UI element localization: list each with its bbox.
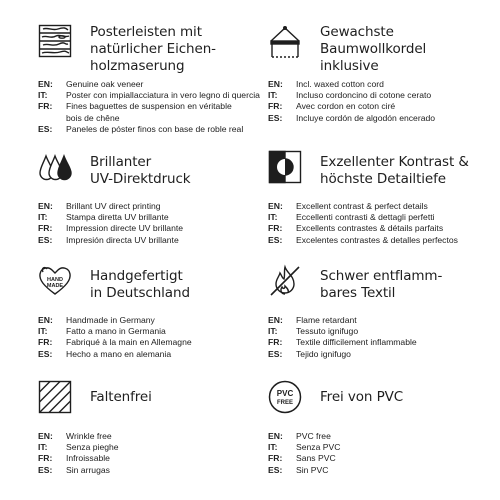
wrinkle-free-icon: [38, 380, 72, 414]
lang-text: Infroissable: [66, 453, 110, 464]
lang-row-en: [268, 431, 340, 442]
lang-text: Sin arrugas: [66, 464, 110, 475]
lang-text: PVC free: [296, 431, 331, 441]
lang-text: Fatto a mano in Germania: [66, 326, 166, 337]
feature-title-line: Gewachste: [320, 24, 394, 40]
lang-text: Flame retardant: [296, 315, 357, 325]
lang-code: ES:: [268, 234, 283, 245]
lang-text: Tejido ignifugo: [296, 348, 351, 359]
lang-row-it: [38, 442, 119, 453]
lang-row-en: [268, 79, 435, 90]
lang-row-fr: [268, 223, 458, 234]
feature-flame: [268, 264, 498, 359]
feature-contrast: [268, 150, 498, 245]
lang-row-en: [268, 201, 458, 212]
lang-text: Avec cordon en coton ciré: [296, 101, 396, 112]
lang-code: EN:: [38, 79, 53, 89]
hanging-cord-icon: [268, 24, 302, 58]
lang-row-es: [268, 235, 458, 246]
lang-row-en: [268, 315, 417, 326]
lang-text: Impresión directa UV brillante: [66, 234, 179, 245]
feature-title-line: Frei von PVC: [320, 389, 404, 405]
feature-title-line: Baumwollkordel: [320, 41, 427, 57]
icon-label: HAND: [47, 277, 63, 283]
lang-code: ES:: [268, 464, 283, 475]
lang-row-es: [38, 235, 183, 246]
feature-cord: [268, 24, 498, 123]
lang-text: Sin PVC: [296, 464, 329, 475]
lang-code: FR:: [268, 223, 283, 234]
lang-code: IT:: [38, 90, 48, 101]
lang-row-it: [38, 326, 192, 337]
lang-text: Fabriqué à la main en Allemagne: [66, 337, 192, 348]
lang-code: IT:: [268, 90, 278, 101]
lang-code: FR:: [38, 223, 53, 234]
lang-row-es: [38, 465, 119, 476]
icon-label: PVC: [276, 389, 294, 398]
lang-row-fr: [268, 453, 340, 464]
lang-row-it: [268, 326, 417, 337]
lang-row-es: [268, 349, 417, 360]
lang-text: Poster con impiallacciatura in vero legno di quercia: [66, 90, 260, 101]
lang-text: Incluso cordoncino di cotone cerato: [296, 90, 432, 101]
lang-text: Incl. waxed cotton cord: [296, 79, 384, 89]
lang-row-en: [38, 315, 192, 326]
lang-code: EN:: [268, 201, 283, 211]
lang-text: Excellents contrastes & détails parfaits: [296, 223, 444, 234]
contrast-icon: [268, 150, 302, 184]
lang-text: Senza pieghe: [66, 442, 119, 453]
lang-row-es: [268, 113, 435, 124]
lang-text: Textile difficilement inflammable: [296, 337, 417, 348]
lang-code: IT:: [38, 442, 48, 453]
lang-code: EN:: [268, 431, 283, 441]
lang-row-es: [38, 349, 192, 360]
lang-row-it: [38, 212, 183, 223]
lang-code: EN:: [38, 431, 53, 441]
lang-row-fr: [38, 453, 119, 464]
lang-row-es: [268, 465, 340, 476]
pvc-free-icon: [268, 380, 302, 414]
feature-title-line: inklusive: [320, 58, 379, 74]
lang-code: FR:: [38, 337, 53, 348]
lang-code: EN:: [38, 315, 53, 325]
lang-row-fr: [268, 101, 435, 112]
lang-code: FR:: [38, 101, 53, 112]
lang-code: FR:: [268, 453, 283, 464]
feature-pvc: [268, 380, 498, 475]
feature-title-line: Exzellenter Kontrast &: [320, 154, 469, 170]
handmade-heart-icon: [38, 264, 72, 298]
lang-row-it: [268, 442, 340, 453]
lang-text: Excelentes contrastes & detalles perfectos: [296, 234, 458, 245]
lang-text: Impression directe UV brillante: [66, 223, 184, 234]
lang-code: ES:: [38, 234, 53, 245]
lang-row-it: [268, 212, 458, 223]
lang-row-es: [38, 124, 260, 135]
lang-text: Eccellenti contrasti & dettagli perfetti: [296, 212, 435, 223]
feature-title-line: Schwer entflamm-: [320, 268, 443, 284]
oak-wood-grain-icon: [38, 24, 72, 58]
ink-drops-icon: [38, 150, 72, 184]
feature-title-line: in Deutschland: [90, 285, 190, 301]
lang-text: Sans PVC: [296, 453, 336, 464]
lang-code: EN:: [268, 315, 283, 325]
lang-text: Handmade in Germany: [66, 315, 155, 325]
lang-row-it: [268, 90, 435, 101]
feature-title-line: UV-Direktdruck: [90, 171, 191, 187]
feature-oak: [38, 24, 268, 134]
lang-code: IT:: [268, 442, 278, 453]
lang-text: Stampa diretta UV brillante: [66, 212, 169, 223]
lang-code: EN:: [38, 201, 53, 211]
lang-text: Excellent contrast & perfect details: [296, 201, 428, 211]
feature-title-line: natürlicher Eichen-: [90, 41, 216, 57]
lang-code: IT:: [268, 326, 278, 337]
feature-title-line: Handgefertigt: [90, 268, 183, 284]
lang-code: ES:: [38, 123, 53, 134]
lang-code: FR:: [268, 101, 283, 112]
icon-label: FREE: [276, 400, 294, 406]
lang-code: IT:: [268, 212, 278, 223]
lang-code: EN:: [268, 79, 283, 89]
lang-row-en: [38, 79, 260, 90]
lang-text: Hecho a mano en alemania: [66, 348, 172, 359]
lang-row-it: [38, 90, 260, 101]
lang-text: Fines baguettes de suspension en véritable: [66, 101, 232, 112]
lang-row-fr: [268, 337, 417, 348]
lang-text-cont: bois de chêne: [66, 112, 120, 123]
feature-uv: [38, 150, 268, 245]
lang-row-fr: [38, 337, 192, 348]
flame-retardant-icon: [268, 264, 302, 298]
feature-title-line: Posterleisten mit: [90, 24, 202, 40]
lang-text: Paneles de póster finos con base de roble real: [66, 123, 244, 134]
lang-text: Incluye cordón de algodón encerado: [296, 112, 436, 123]
lang-row-en: [38, 201, 183, 212]
lang-code: ES:: [268, 112, 283, 123]
lang-row-fr: [38, 223, 183, 234]
feature-handmade: [38, 264, 268, 359]
lang-text: Genuine oak veneer: [66, 79, 144, 89]
lang-row-fr: [38, 101, 260, 123]
feature-title-line: Brillanter: [90, 154, 152, 170]
lang-code: ES:: [38, 464, 53, 475]
lang-code: IT:: [38, 326, 48, 337]
lang-text: Senza PVC: [296, 442, 341, 453]
icon-label: MADE: [46, 283, 64, 289]
lang-code: IT:: [38, 212, 48, 223]
lang-code: FR:: [268, 337, 283, 348]
feature-title-line: bares Textil: [320, 285, 396, 301]
lang-text: Tessuto ignifugo: [296, 326, 359, 337]
lang-code: ES:: [268, 348, 283, 359]
lang-text: Brillant UV direct printing: [66, 201, 161, 211]
lang-code: FR:: [38, 453, 53, 464]
lang-row-en: [38, 431, 119, 442]
lang-code: ES:: [38, 348, 53, 359]
feature-title-line: holzmaserung: [90, 58, 185, 74]
feature-wrinkle: [38, 380, 268, 475]
lang-text: Wrinkle free: [66, 431, 112, 441]
feature-title-line: Faltenfrei: [90, 389, 152, 405]
feature-title-line: höchste Detailtiefe: [320, 171, 446, 187]
